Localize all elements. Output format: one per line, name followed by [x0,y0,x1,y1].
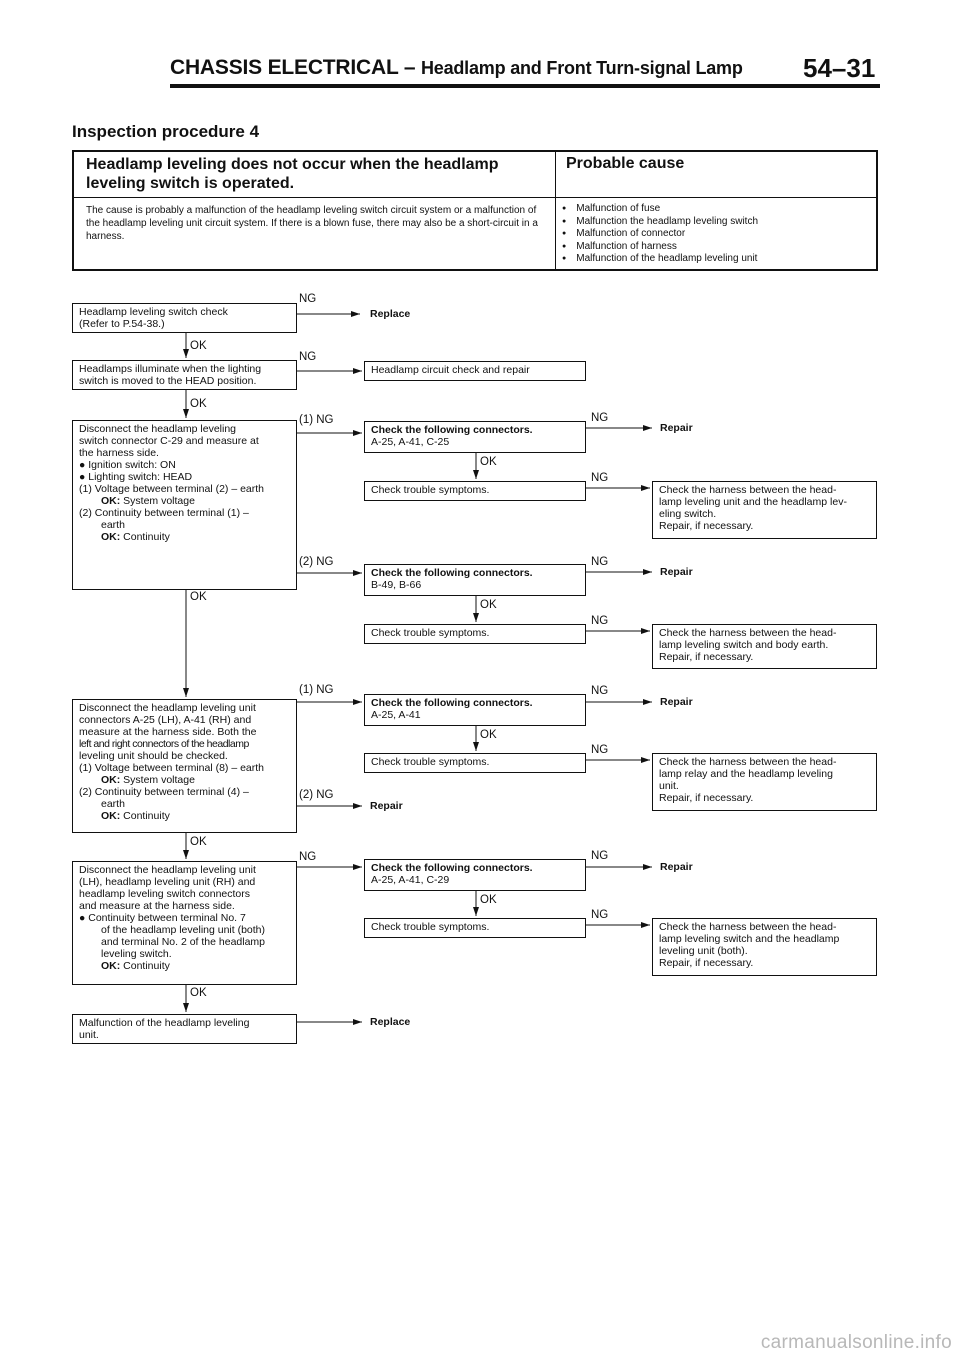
cause-item: ● Malfunction of fuse [562,203,758,216]
step-leveling-unit-connectors-box [72,699,297,833]
box-line: Check trouble symptoms. [371,756,490,768]
box-line: Check trouble symptoms. [371,921,490,933]
box-line: the harness side. [79,447,159,459]
box-line [79,495,290,507]
box-line: Check trouble symptoms. [371,484,490,496]
ok-label: OK [190,591,207,603]
ng-label: (1) NG [299,684,334,696]
watermark: carmanualsonline.info [760,1332,952,1353]
box-line: (1) Voltage between terminal (2) – earth [79,483,265,495]
ng-label: NG [299,293,317,305]
box-line: Check the harness between the head- [659,921,837,933]
box-line: Check the harness between the head- [659,484,837,496]
check-connectors-box [364,694,586,726]
ok-value: System voltage [123,774,195,786]
box-line: earth [101,798,125,810]
ng-label: NG [591,412,609,424]
box-line: Repair, if necessary. [659,957,754,969]
box-line: Disconnect the headlamp leveling unit [79,864,256,876]
step-switch-connector-measure-box [72,420,297,590]
ok-value: System voltage [123,495,195,507]
box-line: Check the following connectors. [371,567,533,579]
box-line: connectors A-25 (LH), A-41 (RH) and [79,714,252,726]
cause-item: ● Malfunction of the headlamp leveling unit [562,253,758,266]
ok-label: OK [480,456,497,468]
box-line: measure at the harness side. Both the [79,726,257,738]
step-switch-check-box [72,303,297,333]
box-line: unit. [659,780,679,792]
harness-check-box [652,918,877,976]
ok-label: OK [480,729,497,741]
ng-label: NG [591,909,609,921]
ng-label: NG [591,556,609,568]
box-line: Repair, if necessary. [659,520,754,532]
box-line: B-49, B-66 [371,579,422,591]
symptom-description: The cause is probably a malfunction of the headlamp leveling switch circuit system or a malfunction of the headlamp leveling unit circuit system. If there is a blown fuse, there may also be a short-circuit in a harness. [86,205,538,242]
harness-check-box [652,481,877,539]
ok-criterion: OK: [101,531,121,543]
box-line: Malfunction of the headlamp leveling [79,1017,250,1029]
ok-label: OK [190,398,207,410]
result-repair: Repair [660,422,693,434]
check-trouble-symptoms-box [364,753,586,773]
box-line: (Refer to P.54-38.) [79,318,165,330]
box-line: leveling switch. [101,948,172,960]
ng-label: NG [591,685,609,697]
ok-criterion: OK: [101,810,121,822]
title-main: CHASSIS ELECTRICAL – [170,56,416,79]
box-line: earth [101,519,125,531]
box-line: Check the harness between the head- [659,627,837,639]
box-line: switch is moved to the HEAD position. [79,375,257,387]
check-connectors-box [364,564,586,596]
ok-value: Continuity [123,531,170,543]
box-line [79,960,290,972]
box-line: Disconnect the headlamp leveling [79,423,237,435]
result-repair: Repair [660,696,693,708]
ok-label: OK [190,987,207,999]
box-line [79,810,290,822]
procedure-heading: Inspection procedure 4 [72,122,260,141]
ok-criterion: OK: [101,495,121,507]
ok-value: Continuity [123,960,170,972]
box-line: eling switch. [659,508,717,520]
box-line: switch connector C-29 and measure at [79,435,259,447]
ok-value: Continuity [123,810,170,822]
cause-item: ● Malfunction the headlamp leveling switch [562,216,758,229]
harness-check-box [652,753,877,811]
harness-check-box [652,624,877,669]
page-number: 54–31 [803,53,876,83]
box-line: ● Ignition switch: ON [79,459,176,471]
box-line: of the headlamp leveling unit (both) [101,924,266,936]
check-connectors-box [364,421,586,453]
ng-label: NG [591,615,609,627]
box-line: lamp leveling unit and the headlamp lev- [659,496,847,508]
symptom-heading: Headlamp leveling does not occur when the headlamp leveling switch is operated. [86,156,499,192]
ng-label: NG [591,472,609,484]
box-line: lamp relay and the headlamp leveling [659,768,833,780]
ng-label: NG [299,851,317,863]
result-repair: Repair [660,861,693,873]
box-line: Check the following connectors. [371,862,533,874]
box-line: and measure at the harness side. [79,900,235,912]
check-trouble-symptoms-box [364,918,586,938]
box-line: Headlamps illuminate when the lighting [79,363,262,375]
box-line: left and right connectors of the headlamp [79,738,249,750]
cause-item: ● Malfunction of harness [562,241,758,254]
box-line: Headlamp leveling switch check [79,306,228,318]
title-sub: Headlamp and Front Turn-signal Lamp [420,58,743,78]
result-replace: Replace [370,1016,411,1028]
box-line: lamp leveling switch and the headlamp [659,933,840,945]
probable-cause-heading: Probable cause [566,155,685,172]
box-line: A-25, A-41 [371,709,421,721]
cause-item: ● Malfunction of connector [562,228,758,241]
check-trouble-symptoms-box [364,481,586,501]
box-line: headlamp leveling switch connectors [79,888,251,900]
box-line: unit. [79,1029,99,1041]
box-line: (1) Voltage between terminal (8) – earth [79,762,265,774]
ng-label: (1) NG [299,414,334,426]
ok-label: OK [480,599,497,611]
step-headlamp-illuminate-box [72,360,297,390]
box-line: Repair, if necessary. [659,792,754,804]
box-line: Check the following connectors. [371,424,533,436]
box-line: ● Continuity between terminal No. 7 [79,912,246,924]
box-line: lamp leveling switch and body earth. [659,639,829,651]
result-repair: Repair [370,800,403,812]
box-line [79,531,290,543]
box-line: leveling unit (both). [659,945,748,957]
ng-label: NG [591,744,609,756]
result-circuit-check-box [364,361,586,381]
result-replace: Replace [370,308,411,320]
box-line: (2) Continuity between terminal (1) – [79,507,249,519]
box-line: and terminal No. 2 of the headlamp [101,936,266,948]
box-line: Disconnect the headlamp leveling unit [79,702,256,714]
box-line: A-25, A-41, C-29 [371,874,450,886]
box-line: (LH), headlamp leveling unit (RH) and [79,876,256,888]
ok-label: OK [190,340,207,352]
box-line: leveling unit should be checked. [79,750,228,762]
ng-label: (2) NG [299,556,334,568]
box-line: (2) Continuity between terminal (4) – [79,786,249,798]
ok-criterion: OK: [101,960,121,972]
box-line: Check trouble symptoms. [371,627,490,639]
ok-criterion: OK: [101,774,121,786]
ok-label: OK [480,894,497,906]
box-line: Repair, if necessary. [659,651,754,663]
step-leveling-unit-switch-continuity-box [72,861,297,985]
ng-label: (2) NG [299,789,334,801]
check-trouble-symptoms-box [364,624,586,644]
box-line: ● Lighting switch: HEAD [79,471,193,483]
check-connectors-box [364,859,586,891]
box-line: Check the following connectors. [371,697,533,709]
ng-label: NG [299,351,317,363]
box-line [79,774,290,786]
ok-label: OK [190,836,207,848]
box-line: Headlamp circuit check and repair [371,364,530,376]
result-repair: Repair [660,566,693,578]
ng-label: NG [591,850,609,862]
box-line: A-25, A-41, C-25 [371,436,450,448]
box-line: Check the harness between the head- [659,756,837,768]
step-leveling-unit-malfunction-box [72,1014,297,1044]
